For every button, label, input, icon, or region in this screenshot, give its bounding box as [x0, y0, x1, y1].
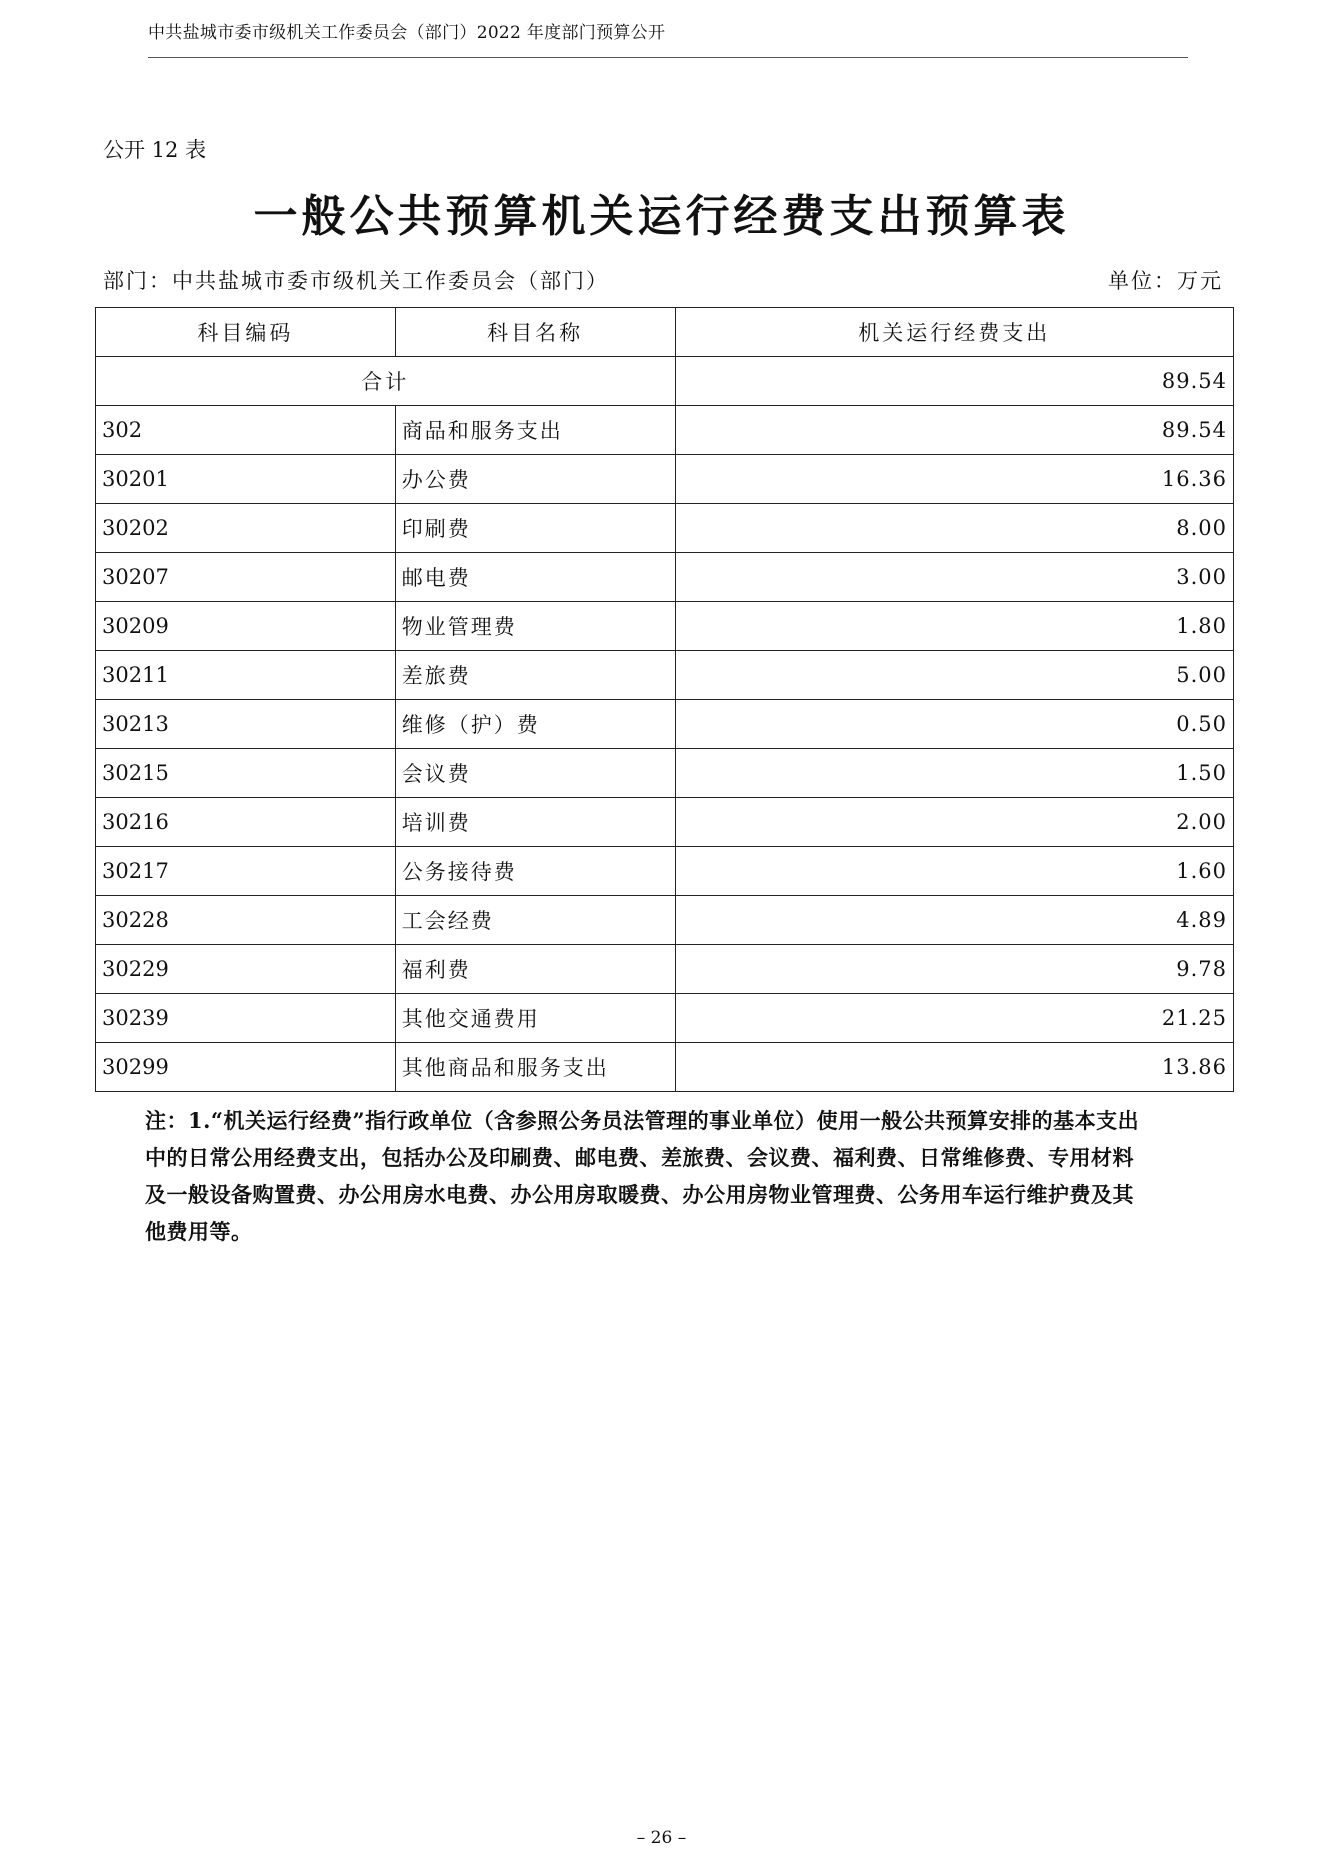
row-value: 9.78: [675, 945, 1233, 994]
row-code: 30209: [96, 602, 396, 651]
row-value: 13.86: [675, 1043, 1233, 1092]
row-name: 物业管理费: [395, 602, 675, 651]
row-value: 1.60: [675, 847, 1233, 896]
header-name: 科目名称: [395, 308, 675, 357]
row-name: 福利费: [395, 945, 675, 994]
row-name: 工会经费: [395, 896, 675, 945]
table-note: 注：1.“机关运行经费”指行政单位（含参照公务员法管理的事业单位）使用一般公共预算安排的基本支出中的日常公用经费支出，包括办公及印刷费、邮电费、差旅费、会议费、福利费、日常维修费、专用材料及一般设备购置费、办公用房水电费、办公用房取暖费、办公用房物业管理费、公务用车运行维护费及其他费用等。: [145, 1108, 1140, 1244]
page-title: 一般公共预算机关运行经费支出预算表: [253, 191, 1070, 242]
table-row: [96, 406, 1234, 455]
department-label: 部门：中共盐城市委市级机关工作委员会（部门）: [103, 269, 609, 293]
table-row: [96, 798, 1234, 847]
row-value: 3.00: [675, 553, 1233, 602]
row-name: 培训费: [395, 798, 675, 847]
row-value: 16.36: [675, 455, 1233, 504]
total-label: 合计: [96, 357, 676, 406]
row-value: 4.89: [675, 896, 1233, 945]
table-row: [96, 994, 1234, 1043]
table-header-row: [96, 308, 1234, 357]
row-code: 30215: [96, 749, 396, 798]
table-number: 公开 12 表: [103, 138, 207, 162]
row-name: 印刷费: [395, 504, 675, 553]
table-row: [96, 651, 1234, 700]
row-value: 0.50: [675, 700, 1233, 749]
row-code: 30216: [96, 798, 396, 847]
total-row: [96, 357, 1234, 406]
row-code: 30229: [96, 945, 396, 994]
table-row: [96, 700, 1234, 749]
table-row: [96, 455, 1234, 504]
table-row: [96, 896, 1234, 945]
row-code: 30239: [96, 994, 396, 1043]
row-code: 30228: [96, 896, 396, 945]
table-row: [96, 1043, 1234, 1092]
row-name: 维修（护）费: [395, 700, 675, 749]
row-value: 1.80: [675, 602, 1233, 651]
row-code: 30201: [96, 455, 396, 504]
header-amount: 机关运行经费支出: [675, 308, 1233, 357]
row-code: 30217: [96, 847, 396, 896]
table-row: [96, 847, 1234, 896]
page-number: – 26 –: [636, 1828, 687, 1848]
row-name: 差旅费: [395, 651, 675, 700]
table-row: [96, 504, 1234, 553]
row-value: 89.54: [675, 406, 1233, 455]
total-value: 89.54: [675, 357, 1233, 406]
row-code: 30202: [96, 504, 396, 553]
row-name: 其他商品和服务支出: [395, 1043, 675, 1092]
row-code: 30207: [96, 553, 396, 602]
row-value: 1.50: [675, 749, 1233, 798]
row-value: 8.00: [675, 504, 1233, 553]
table-row: [96, 749, 1234, 798]
unit-label: 单位：万元: [1108, 269, 1223, 293]
budget-table: [95, 307, 1234, 1092]
row-name: 其他交通费用: [395, 994, 675, 1043]
row-name: 商品和服务支出: [395, 406, 675, 455]
row-value: 5.00: [675, 651, 1233, 700]
header-code: 科目编码: [96, 308, 396, 357]
row-code: 302: [96, 406, 396, 455]
row-value: 21.25: [675, 994, 1233, 1043]
table-row: [96, 553, 1234, 602]
row-code: 30213: [96, 700, 396, 749]
table-row: [96, 602, 1234, 651]
row-name: 办公费: [395, 455, 675, 504]
row-name: 公务接待费: [395, 847, 675, 896]
table-body: [96, 357, 1234, 1092]
row-name: 会议费: [395, 749, 675, 798]
table-row: [96, 945, 1234, 994]
row-name: 邮电费: [395, 553, 675, 602]
row-value: 2.00: [675, 798, 1233, 847]
row-code: 30211: [96, 651, 396, 700]
running-header: 中共盐城市委市级机关工作委员会（部门）2022 年度部门预算公开: [148, 18, 1188, 58]
row-code: 30299: [96, 1043, 396, 1092]
